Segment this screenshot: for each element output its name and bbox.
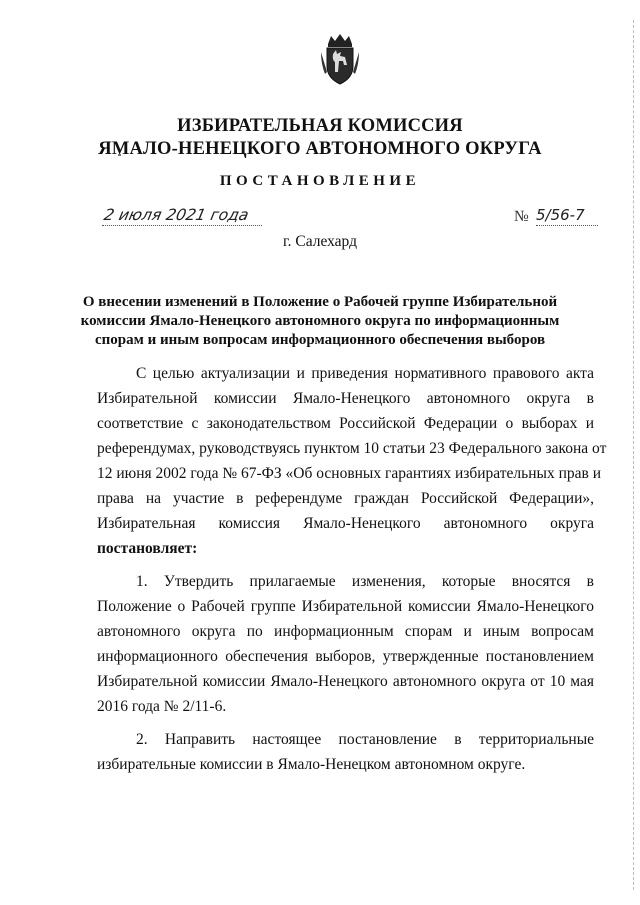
org-name-line2: ЯМАЛО-НЕНЕЦКОГО АВТОНОМНОГО ОКРУГА xyxy=(98,139,542,159)
body-line: Избирательной комиссии Ямало-Ненецкого автономного округа в xyxy=(97,390,594,407)
document-subject xyxy=(60,293,580,350)
handwritten-number: 5/56-7 xyxy=(536,206,598,226)
city-name: г. Салехард xyxy=(283,233,357,250)
subject-line: О внесении изменений в Положение о Рабочей группе Избирательной xyxy=(82,294,558,310)
org-name-line1: ИЗБИРАТЕЛЬНАЯ КОМИССИЯ xyxy=(177,116,463,136)
body-line: 1. Утвердить прилагаемые изменения, которые вносятся в xyxy=(136,573,594,590)
body-line: С целью актуализации и приведения нормативного правового акта xyxy=(136,365,594,382)
body-line: права на участие в референдуме граждан Российской Федерации», xyxy=(97,490,594,507)
body-line: 2016 года № 2/11-6. xyxy=(97,698,227,715)
handwritten-date: 2 июля 2021 года xyxy=(102,206,266,226)
body-line: 2. Направить настоящее постановление в территориальные xyxy=(136,731,594,748)
body-line: автономного округа по информационным спорам и иным вопросам xyxy=(97,623,594,640)
body-line: соответствие с законодательством Российской Федерации о выборах и xyxy=(97,415,594,432)
subject-line: спорам и иным вопросам информационного обеспечения выборов xyxy=(94,332,546,348)
number-label: № xyxy=(514,208,529,225)
body-line: 12 июня 2002 года № 67-ФЗ «Об основных гарантиях избирательных прав и xyxy=(97,465,601,482)
document-type: ПОСТАНОВЛЕНИЕ xyxy=(219,173,421,189)
resolution-keyword: постановляет: xyxy=(97,540,198,557)
coat-of-arms-emblem xyxy=(319,32,361,86)
body-line: Положение о Рабочей группе Избирательной комиссии Ямало-Ненецкого xyxy=(97,598,594,615)
body-line: информационного обеспечения выборов, утвержденные постановлением xyxy=(97,648,594,665)
body-line: референдумах, руководствуясь пунктом 10 статьи 23 Федерального закона от xyxy=(97,440,607,457)
body-line: Избирательная комиссия Ямало-Ненецкого автономного округа xyxy=(97,515,594,532)
body-line: Избирательной комиссии Ямало-Ненецкого автономного округа от 10 мая xyxy=(97,673,594,690)
body-line: избирательные комиссии в Ямало-Ненецком автономном округе. xyxy=(97,756,526,773)
subject-line: комиссии Ямало-Ненецкого автономного округа по информационным xyxy=(80,313,560,329)
